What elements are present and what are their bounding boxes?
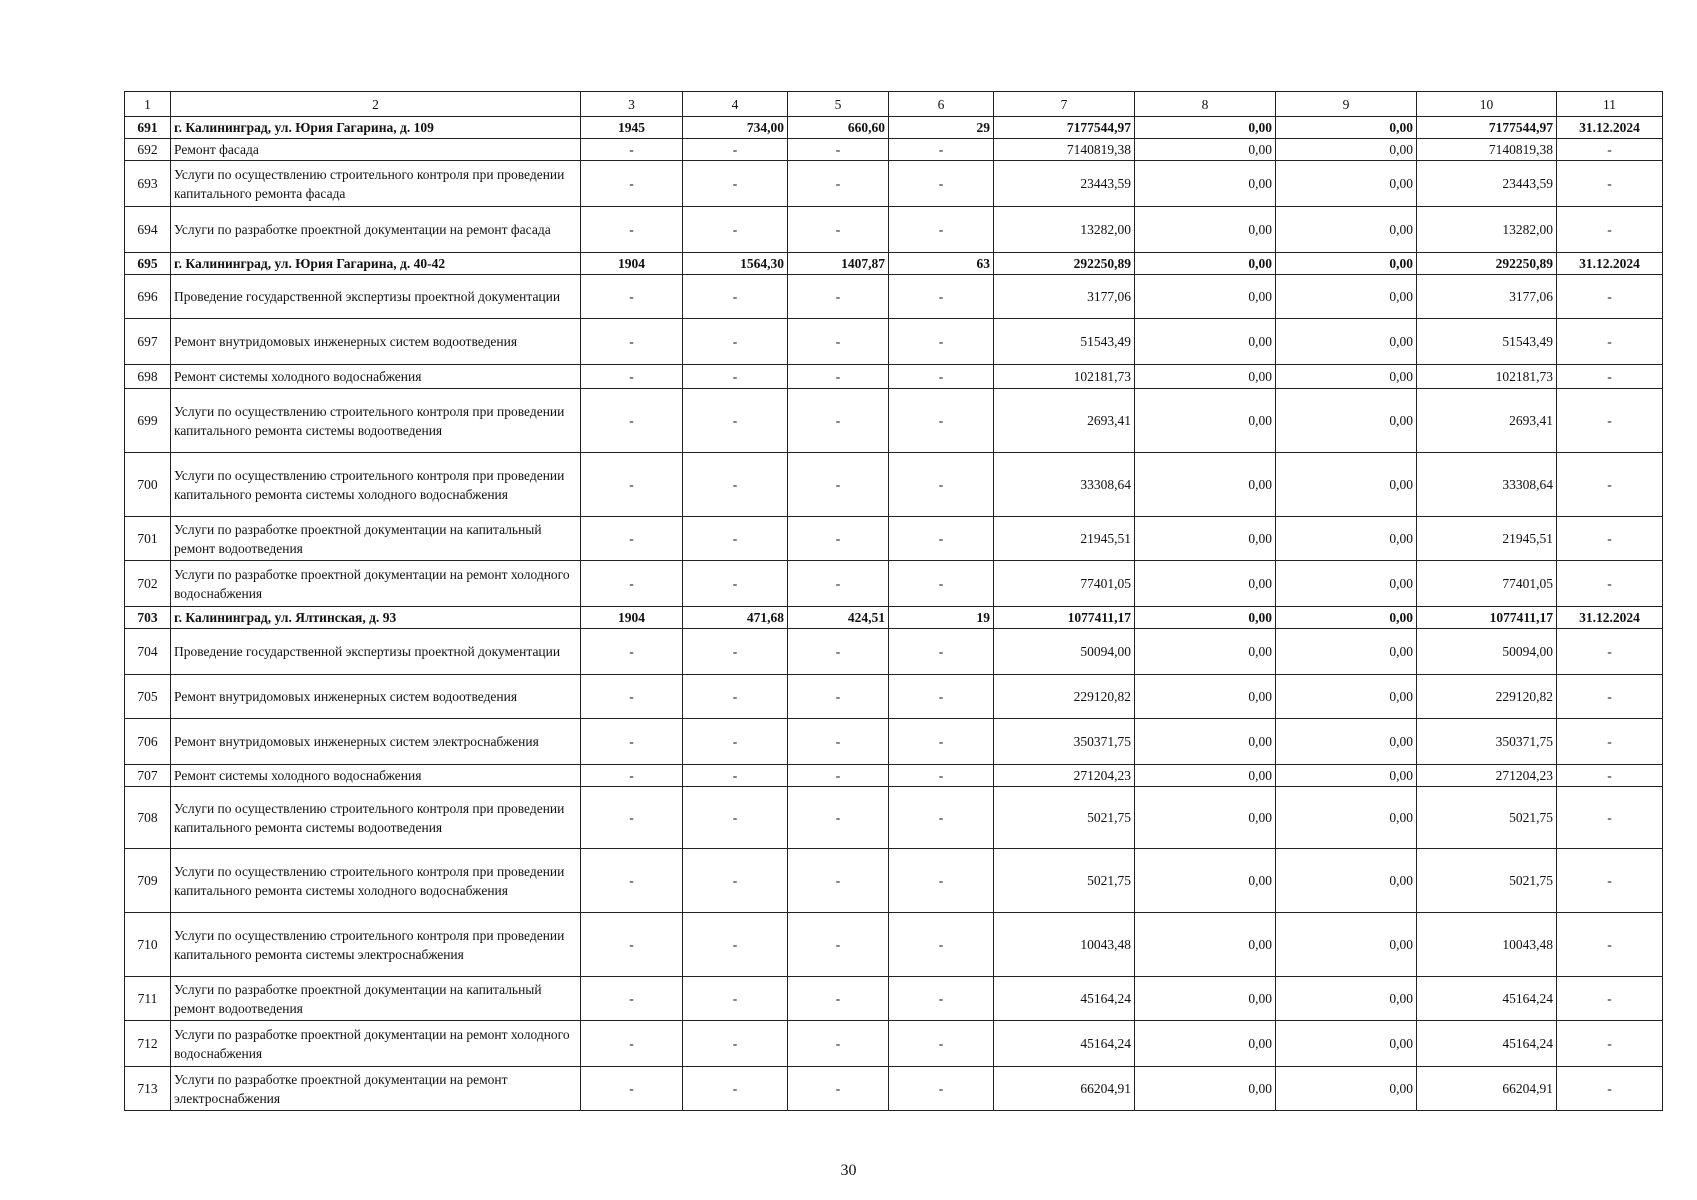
- residents-count-cell: -: [889, 207, 994, 253]
- work-name-cell: Ремонт внутридомовых инженерных систем электроснабжения: [171, 719, 581, 765]
- residents-count-cell: -: [889, 849, 994, 913]
- year-cell: -: [581, 629, 683, 675]
- owners-funds-cell: 66204,91: [1417, 1067, 1557, 1111]
- total-area-cell: -: [683, 765, 788, 787]
- living-area-cell: -: [788, 453, 889, 517]
- residents-count-cell: -: [889, 1021, 994, 1067]
- funding-source-a-cell: 0,00: [1135, 389, 1276, 453]
- residents-count-cell: -: [889, 719, 994, 765]
- work-name-cell: Услуги по разработке проектной документации на капитальный ремонт водоотведения: [171, 977, 581, 1021]
- funding-source-b-cell: 0,00: [1276, 1021, 1417, 1067]
- residents-count-cell: -: [889, 365, 994, 389]
- living-area-cell: -: [788, 629, 889, 675]
- owners-funds-cell: 7140819,38: [1417, 139, 1557, 161]
- funding-source-b-cell: 0,00: [1276, 453, 1417, 517]
- address-row: [125, 607, 1663, 629]
- completion-date-cell: -: [1557, 275, 1663, 319]
- column-header: 8: [1135, 92, 1276, 117]
- living-area-cell: 660,60: [788, 117, 889, 139]
- funding-source-a-cell: 0,00: [1135, 765, 1276, 787]
- completion-date-cell: -: [1557, 161, 1663, 207]
- funding-source-b-cell: 0,00: [1276, 629, 1417, 675]
- address-row: [125, 117, 1663, 139]
- year-cell: -: [581, 207, 683, 253]
- funding-source-a-cell: 0,00: [1135, 253, 1276, 275]
- living-area-cell: -: [788, 275, 889, 319]
- living-area-cell: -: [788, 765, 889, 787]
- funding-source-b-cell: 0,00: [1276, 161, 1417, 207]
- year-cell: -: [581, 275, 683, 319]
- total-area-cell: -: [683, 319, 788, 365]
- residents-count-cell: -: [889, 787, 994, 849]
- row-number-cell: 709: [125, 849, 171, 913]
- completion-date-cell: -: [1557, 977, 1663, 1021]
- completion-date-cell: -: [1557, 719, 1663, 765]
- work-name-cell: Услуги по осуществлению строительного контроля при проведении капитального ремонта системы водоотведения: [171, 787, 581, 849]
- funding-source-b-cell: 0,00: [1276, 207, 1417, 253]
- owners-funds-cell: 5021,75: [1417, 787, 1557, 849]
- funding-source-a-cell: 0,00: [1135, 561, 1276, 607]
- completion-date-cell: -: [1557, 849, 1663, 913]
- completion-date-cell: -: [1557, 913, 1663, 977]
- year-cell: -: [581, 1021, 683, 1067]
- completion-date-cell: -: [1557, 1067, 1663, 1111]
- total-cost-cell: 66204,91: [994, 1067, 1135, 1111]
- funding-source-a-cell: 0,00: [1135, 629, 1276, 675]
- work-item-row: [125, 629, 1663, 675]
- year-cell: -: [581, 561, 683, 607]
- owners-funds-cell: 292250,89: [1417, 253, 1557, 275]
- total-cost-cell: 229120,82: [994, 675, 1135, 719]
- owners-funds-cell: 1077411,17: [1417, 607, 1557, 629]
- row-number-cell: 700: [125, 453, 171, 517]
- work-item-row: [125, 275, 1663, 319]
- completion-date-cell: -: [1557, 629, 1663, 675]
- owners-funds-cell: 45164,24: [1417, 1021, 1557, 1067]
- row-number-cell: 704: [125, 629, 171, 675]
- work-name-cell: Ремонт системы холодного водоснабжения: [171, 365, 581, 389]
- funding-source-a-cell: 0,00: [1135, 319, 1276, 365]
- total-area-cell: -: [683, 629, 788, 675]
- funding-source-a-cell: 0,00: [1135, 787, 1276, 849]
- total-cost-cell: 5021,75: [994, 787, 1135, 849]
- table-body: [125, 92, 1663, 1111]
- work-name-cell: г. Калининград, ул. Юрия Гагарина, д. 109: [171, 117, 581, 139]
- year-cell: -: [581, 787, 683, 849]
- living-area-cell: 1407,87: [788, 253, 889, 275]
- work-item-row: [125, 139, 1663, 161]
- row-number-cell: 699: [125, 389, 171, 453]
- completion-date-cell: -: [1557, 561, 1663, 607]
- total-cost-cell: 77401,05: [994, 561, 1135, 607]
- residents-count-cell: -: [889, 765, 994, 787]
- owners-funds-cell: 7177544,97: [1417, 117, 1557, 139]
- owners-funds-cell: 33308,64: [1417, 453, 1557, 517]
- work-name-cell: г. Калининград, ул. Ялтинская, д. 93: [171, 607, 581, 629]
- total-area-cell: -: [683, 365, 788, 389]
- total-cost-cell: 102181,73: [994, 365, 1135, 389]
- work-item-row: [125, 389, 1663, 453]
- owners-funds-cell: 50094,00: [1417, 629, 1557, 675]
- residents-count-cell: -: [889, 319, 994, 365]
- funding-source-a-cell: 0,00: [1135, 365, 1276, 389]
- completion-date-cell: -: [1557, 207, 1663, 253]
- funding-source-b-cell: 0,00: [1276, 389, 1417, 453]
- funding-source-b-cell: 0,00: [1276, 607, 1417, 629]
- work-item-row: [125, 161, 1663, 207]
- funding-source-b-cell: 0,00: [1276, 913, 1417, 977]
- total-area-cell: 471,68: [683, 607, 788, 629]
- residents-count-cell: -: [889, 977, 994, 1021]
- work-item-row: [125, 319, 1663, 365]
- year-cell: -: [581, 675, 683, 719]
- total-area-cell: -: [683, 719, 788, 765]
- funding-source-a-cell: 0,00: [1135, 849, 1276, 913]
- total-area-cell: -: [683, 453, 788, 517]
- living-area-cell: -: [788, 207, 889, 253]
- year-cell: -: [581, 977, 683, 1021]
- work-name-cell: Услуги по осуществлению строительного контроля при проведении капитального ремонта системы холодного водоснабжения: [171, 453, 581, 517]
- work-name-cell: Услуги по разработке проектной документации на ремонт холодного водоснабжения: [171, 561, 581, 607]
- work-name-cell: Услуги по осуществлению строительного контроля при проведении капитального ремонта системы электроснабжения: [171, 913, 581, 977]
- funding-source-a-cell: 0,00: [1135, 207, 1276, 253]
- residents-count-cell: -: [889, 1067, 994, 1111]
- funding-source-b-cell: 0,00: [1276, 139, 1417, 161]
- living-area-cell: -: [788, 517, 889, 561]
- residents-count-cell: 19: [889, 607, 994, 629]
- funding-source-a-cell: 0,00: [1135, 161, 1276, 207]
- row-number-cell: 694: [125, 207, 171, 253]
- row-number-cell: 707: [125, 765, 171, 787]
- residents-count-cell: -: [889, 675, 994, 719]
- living-area-cell: -: [788, 319, 889, 365]
- completion-date-cell: -: [1557, 675, 1663, 719]
- total-cost-cell: 7140819,38: [994, 139, 1135, 161]
- funding-source-b-cell: 0,00: [1276, 365, 1417, 389]
- row-number-cell: 693: [125, 161, 171, 207]
- residents-count-cell: -: [889, 517, 994, 561]
- column-header: 6: [889, 92, 994, 117]
- column-header: 11: [1557, 92, 1663, 117]
- column-number-header-row: [125, 92, 1663, 117]
- funding-source-a-cell: 0,00: [1135, 117, 1276, 139]
- funding-source-a-cell: 0,00: [1135, 607, 1276, 629]
- total-cost-cell: 292250,89: [994, 253, 1135, 275]
- total-area-cell: -: [683, 161, 788, 207]
- work-item-row: [125, 977, 1663, 1021]
- completion-date-cell: -: [1557, 319, 1663, 365]
- work-name-cell: Услуги по осуществлению строительного контроля при проведении капитального ремонта системы водоотведения: [171, 389, 581, 453]
- total-area-cell: 734,00: [683, 117, 788, 139]
- column-header: 1: [125, 92, 171, 117]
- total-cost-cell: 7177544,97: [994, 117, 1135, 139]
- residents-count-cell: 29: [889, 117, 994, 139]
- owners-funds-cell: 10043,48: [1417, 913, 1557, 977]
- residents-count-cell: -: [889, 389, 994, 453]
- completion-date-cell: 31.12.2024: [1557, 253, 1663, 275]
- total-cost-cell: 45164,24: [994, 1021, 1135, 1067]
- completion-date-cell: 31.12.2024: [1557, 607, 1663, 629]
- row-number-cell: 712: [125, 1021, 171, 1067]
- year-cell: -: [581, 849, 683, 913]
- work-name-cell: Проведение государственной экспертизы проектной документации: [171, 629, 581, 675]
- column-header: 2: [171, 92, 581, 117]
- residents-count-cell: -: [889, 913, 994, 977]
- total-area-cell: -: [683, 561, 788, 607]
- total-cost-cell: 50094,00: [994, 629, 1135, 675]
- column-header: 9: [1276, 92, 1417, 117]
- row-number-cell: 710: [125, 913, 171, 977]
- row-number-cell: 706: [125, 719, 171, 765]
- row-number-cell: 701: [125, 517, 171, 561]
- funding-source-a-cell: 0,00: [1135, 913, 1276, 977]
- work-item-row: [125, 675, 1663, 719]
- total-area-cell: -: [683, 207, 788, 253]
- total-cost-cell: 1077411,17: [994, 607, 1135, 629]
- total-area-cell: -: [683, 1067, 788, 1111]
- funding-source-b-cell: 0,00: [1276, 275, 1417, 319]
- total-area-cell: -: [683, 849, 788, 913]
- year-cell: -: [581, 319, 683, 365]
- total-cost-cell: 350371,75: [994, 719, 1135, 765]
- funding-source-b-cell: 0,00: [1276, 675, 1417, 719]
- owners-funds-cell: 13282,00: [1417, 207, 1557, 253]
- work-name-cell: Ремонт внутридомовых инженерных систем водоотведения: [171, 675, 581, 719]
- funding-source-b-cell: 0,00: [1276, 787, 1417, 849]
- total-cost-cell: 271204,23: [994, 765, 1135, 787]
- work-item-row: [125, 849, 1663, 913]
- living-area-cell: -: [788, 161, 889, 207]
- funding-source-a-cell: 0,00: [1135, 977, 1276, 1021]
- owners-funds-cell: 350371,75: [1417, 719, 1557, 765]
- living-area-cell: -: [788, 561, 889, 607]
- funding-source-b-cell: 0,00: [1276, 849, 1417, 913]
- work-item-row: [125, 365, 1663, 389]
- row-number-cell: 702: [125, 561, 171, 607]
- work-item-row: [125, 913, 1663, 977]
- work-item-row: [125, 207, 1663, 253]
- row-number-cell: 711: [125, 977, 171, 1021]
- row-number-cell: 703: [125, 607, 171, 629]
- year-cell: -: [581, 517, 683, 561]
- work-item-row: [125, 561, 1663, 607]
- row-number-cell: 691: [125, 117, 171, 139]
- completion-date-cell: -: [1557, 787, 1663, 849]
- total-cost-cell: 10043,48: [994, 913, 1135, 977]
- funding-source-a-cell: 0,00: [1135, 275, 1276, 319]
- owners-funds-cell: 3177,06: [1417, 275, 1557, 319]
- funding-source-b-cell: 0,00: [1276, 719, 1417, 765]
- total-area-cell: 1564,30: [683, 253, 788, 275]
- work-item-row: [125, 517, 1663, 561]
- total-cost-cell: 45164,24: [994, 977, 1135, 1021]
- total-cost-cell: 21945,51: [994, 517, 1135, 561]
- total-area-cell: -: [683, 787, 788, 849]
- living-area-cell: -: [788, 675, 889, 719]
- total-area-cell: -: [683, 275, 788, 319]
- owners-funds-cell: 51543,49: [1417, 319, 1557, 365]
- work-item-row: [125, 765, 1663, 787]
- owners-funds-cell: 21945,51: [1417, 517, 1557, 561]
- total-cost-cell: 33308,64: [994, 453, 1135, 517]
- total-area-cell: -: [683, 517, 788, 561]
- owners-funds-cell: 77401,05: [1417, 561, 1557, 607]
- funding-source-b-cell: 0,00: [1276, 253, 1417, 275]
- living-area-cell: -: [788, 787, 889, 849]
- funding-source-b-cell: 0,00: [1276, 765, 1417, 787]
- year-cell: -: [581, 139, 683, 161]
- work-name-cell: Услуги по разработке проектной документации на ремонт холодного водоснабжения: [171, 1021, 581, 1067]
- total-area-cell: -: [683, 977, 788, 1021]
- residents-count-cell: -: [889, 139, 994, 161]
- living-area-cell: -: [788, 849, 889, 913]
- total-area-cell: -: [683, 139, 788, 161]
- owners-funds-cell: 271204,23: [1417, 765, 1557, 787]
- page-number: 30: [840, 1162, 857, 1179]
- living-area-cell: -: [788, 389, 889, 453]
- year-cell: -: [581, 719, 683, 765]
- row-number-cell: 695: [125, 253, 171, 275]
- row-number-cell: 692: [125, 139, 171, 161]
- funding-source-a-cell: 0,00: [1135, 1021, 1276, 1067]
- work-item-row: [125, 453, 1663, 517]
- address-row: [125, 253, 1663, 275]
- row-number-cell: 713: [125, 1067, 171, 1111]
- total-cost-cell: 13282,00: [994, 207, 1135, 253]
- funding-source-a-cell: 0,00: [1135, 675, 1276, 719]
- funding-source-a-cell: 0,00: [1135, 517, 1276, 561]
- work-name-cell: Услуги по разработке проектной документации на ремонт электроснабжения: [171, 1067, 581, 1111]
- funding-source-b-cell: 0,00: [1276, 561, 1417, 607]
- living-area-cell: -: [788, 913, 889, 977]
- year-cell: -: [581, 453, 683, 517]
- work-item-row: [125, 719, 1663, 765]
- total-cost-cell: 23443,59: [994, 161, 1135, 207]
- funding-source-b-cell: 0,00: [1276, 517, 1417, 561]
- owners-funds-cell: 2693,41: [1417, 389, 1557, 453]
- year-cell: 1904: [581, 253, 683, 275]
- work-item-row: [125, 787, 1663, 849]
- row-number-cell: 705: [125, 675, 171, 719]
- owners-funds-cell: 229120,82: [1417, 675, 1557, 719]
- column-header: 4: [683, 92, 788, 117]
- row-number-cell: 696: [125, 275, 171, 319]
- owners-funds-cell: 5021,75: [1417, 849, 1557, 913]
- funding-source-a-cell: 0,00: [1135, 139, 1276, 161]
- year-cell: 1945: [581, 117, 683, 139]
- total-area-cell: -: [683, 675, 788, 719]
- total-cost-cell: 3177,06: [994, 275, 1135, 319]
- work-name-cell: Услуги по разработке проектной документации на капитальный ремонт водоотведения: [171, 517, 581, 561]
- work-item-row: [125, 1021, 1663, 1067]
- completion-date-cell: -: [1557, 517, 1663, 561]
- column-header: 5: [788, 92, 889, 117]
- total-area-cell: -: [683, 389, 788, 453]
- living-area-cell: 424,51: [788, 607, 889, 629]
- living-area-cell: -: [788, 1067, 889, 1111]
- funding-source-b-cell: 0,00: [1276, 1067, 1417, 1111]
- work-name-cell: Ремонт внутридомовых инженерных систем водоотведения: [171, 319, 581, 365]
- residents-count-cell: -: [889, 275, 994, 319]
- living-area-cell: -: [788, 365, 889, 389]
- funding-source-a-cell: 0,00: [1135, 453, 1276, 517]
- work-name-cell: Услуги по осуществлению строительного контроля при проведении капитального ремонта фасада: [171, 161, 581, 207]
- residents-count-cell: -: [889, 629, 994, 675]
- total-cost-cell: 5021,75: [994, 849, 1135, 913]
- year-cell: 1904: [581, 607, 683, 629]
- work-item-row: [125, 1067, 1663, 1111]
- row-number-cell: 697: [125, 319, 171, 365]
- year-cell: -: [581, 161, 683, 207]
- completion-date-cell: -: [1557, 1021, 1663, 1067]
- completion-date-cell: -: [1557, 139, 1663, 161]
- work-name-cell: Ремонт системы холодного водоснабжения: [171, 765, 581, 787]
- living-area-cell: -: [788, 719, 889, 765]
- completion-date-cell: -: [1557, 389, 1663, 453]
- work-name-cell: Услуги по осуществлению строительного контроля при проведении капитального ремонта системы холодного водоснабжения: [171, 849, 581, 913]
- total-area-cell: -: [683, 1021, 788, 1067]
- owners-funds-cell: 102181,73: [1417, 365, 1557, 389]
- capital-repair-table: [124, 91, 1663, 1111]
- row-number-cell: 708: [125, 787, 171, 849]
- residents-count-cell: -: [889, 561, 994, 607]
- work-name-cell: Услуги по разработке проектной документации на ремонт фасада: [171, 207, 581, 253]
- completion-date-cell: -: [1557, 365, 1663, 389]
- total-area-cell: -: [683, 913, 788, 977]
- owners-funds-cell: 45164,24: [1417, 977, 1557, 1021]
- living-area-cell: -: [788, 139, 889, 161]
- completion-date-cell: 31.12.2024: [1557, 117, 1663, 139]
- total-cost-cell: 2693,41: [994, 389, 1135, 453]
- residents-count-cell: -: [889, 161, 994, 207]
- funding-source-b-cell: 0,00: [1276, 319, 1417, 365]
- residents-count-cell: -: [889, 453, 994, 517]
- funding-source-a-cell: 0,00: [1135, 1067, 1276, 1111]
- work-name-cell: Проведение государственной экспертизы проектной документации: [171, 275, 581, 319]
- completion-date-cell: -: [1557, 453, 1663, 517]
- year-cell: -: [581, 913, 683, 977]
- column-header: 7: [994, 92, 1135, 117]
- funding-source-a-cell: 0,00: [1135, 719, 1276, 765]
- living-area-cell: -: [788, 1021, 889, 1067]
- funding-source-b-cell: 0,00: [1276, 117, 1417, 139]
- year-cell: -: [581, 765, 683, 787]
- work-name-cell: г. Калининград, ул. Юрия Гагарина, д. 40-42: [171, 253, 581, 275]
- year-cell: -: [581, 1067, 683, 1111]
- owners-funds-cell: 23443,59: [1417, 161, 1557, 207]
- column-header: 10: [1417, 92, 1557, 117]
- completion-date-cell: -: [1557, 765, 1663, 787]
- total-cost-cell: 51543,49: [994, 319, 1135, 365]
- year-cell: -: [581, 389, 683, 453]
- work-name-cell: Ремонт фасада: [171, 139, 581, 161]
- living-area-cell: -: [788, 977, 889, 1021]
- row-number-cell: 698: [125, 365, 171, 389]
- year-cell: -: [581, 365, 683, 389]
- column-header: 3: [581, 92, 683, 117]
- funding-source-b-cell: 0,00: [1276, 977, 1417, 1021]
- residents-count-cell: 63: [889, 253, 994, 275]
